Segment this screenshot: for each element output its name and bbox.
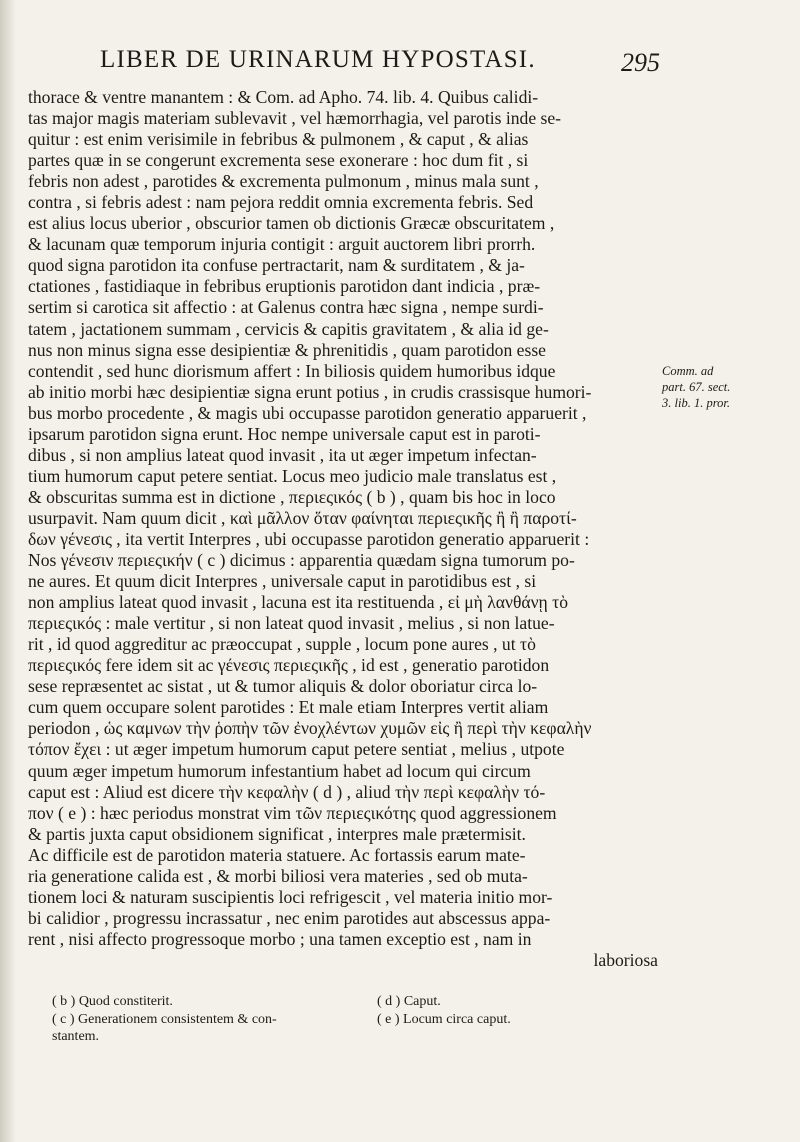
text-line: & partis juxta caput obsidionem significat , interpres male prætermisit. <box>28 823 526 844</box>
text-line: nus non minus signa esse desipientiæ & phrenitidis , quam parotidon esse <box>28 339 546 360</box>
text-line: dibus , si non amplius lateat quod invasit , ita ut æger impetum infectan- <box>28 444 537 465</box>
text-line: δων γένεσις , ita vertit Interpres , ubi occupasse parotidon generatio apparuerit : <box>28 528 590 549</box>
text-line: febris non adest , parotides & excrementa pulmonum , minus mala sunt , <box>28 171 539 192</box>
running-title: LIBER DE URINARUM HYPOSTASI. <box>100 46 536 73</box>
text-line: ria generatione calida est , & morbi biliosi vera materies , sed ob muta- <box>28 865 528 886</box>
text-line: sese repræsentet ac sistat , ut & tumor aliquis & dolor oboriatur circa lo- <box>28 676 538 697</box>
margin-note-line: 3. lib. 1. pror. <box>662 396 730 410</box>
margin-note <box>662 363 792 411</box>
text-line: cum quem occupare solent parotides : Et male etiam Interpres vertit aliam <box>28 697 549 718</box>
footnote-c-continued: stantem. <box>52 1029 100 1044</box>
text-line: ne aures. Et quum dicit Interpres , universale caput in parotidibus est , si <box>28 571 537 592</box>
text-line: ab initio morbi hæc desipientiæ signa erunt potius , in crudis crassisque humori- <box>28 381 592 402</box>
margin-note-line: part. 67. sect. <box>662 380 731 394</box>
text-line: quum æger impetum humorum infestantium habet ad locum qui circum <box>28 760 531 781</box>
text-line: & obscuritas summa est in dictione , περιεςικός ( b ) , quam bis hoc in loco <box>28 486 556 507</box>
text-line: πον ( e ) : hæc periodus monstrat vim τῶν περιεςικότης quod aggressionem <box>28 802 557 823</box>
text-line: Ac difficile est de parotidon materia statuere. Ac fortassis earum mate- <box>28 844 526 865</box>
text-line: ipsarum parotidon signa erunt. Hoc nempe universale caput est in paroti- <box>28 423 541 444</box>
page-number: 295 <box>621 48 660 77</box>
text-line: non amplius lateat quod invasit , lacuna est ita restituenda , εἰ μὴ λανθάνῃ τὸ <box>28 592 569 613</box>
text-line: bus morbo procedente , & magis ubi occupasse parotidon generatio apparuerit , <box>28 402 587 423</box>
text-line: & lacunam quæ temporum injuria contigit : arguit auctorem libri prorrh. <box>28 234 536 255</box>
footnotes-left-column <box>52 993 352 1046</box>
text-line: quod signa parotidon ita confuse pertractarit, nam & surditatem , & ja- <box>28 255 525 276</box>
text-line: tatem , jactationem summam , cervicis & capitis gravitatem , & alia id ge- <box>28 318 549 339</box>
margin-note-line: Comm. ad <box>662 364 714 378</box>
text-line: τόπον ἔχει : ut æger impetum humorum caput petere sentiat , melius , utpote <box>28 739 565 760</box>
text-line: laboriosa <box>593 949 658 970</box>
text-line: quitur : est enim verisimile in febribus & pulmonem , & caput , & alias <box>28 129 529 150</box>
main-text <box>28 87 658 971</box>
text-line: περιεςικός : male vertitur , si non lateat quod invasit , melius , si non latue- <box>28 613 555 634</box>
footnote-e: ( e ) Locum circa caput. <box>377 1011 511 1027</box>
text-line: tionem loci & naturam suscipientis loci refrigescit , vel materia initio mor- <box>28 886 553 907</box>
footnotes-right-column <box>377 993 617 1028</box>
text-line: ctationes , fastidiaque in febribus eruptionis parotidon dant indicia , præ- <box>28 276 541 297</box>
text-line: usurpavit. Nam quum dicit , καὶ μᾶλλον ὅταν φαίνηται περιεςικῆς ἢ ἢ παροτί- <box>28 507 577 528</box>
text-line: rent , nisi affecto progressoque morbo ; una tamen exceptio est , nam in <box>28 928 532 949</box>
footnote-c: ( c ) Generationem consistentem & con- <box>52 1011 277 1027</box>
page-header <box>100 46 660 86</box>
text-line: tium humorum caput petere sentiat. Locus meo judicio male translatus est , <box>28 465 557 486</box>
text-line: Nos γένεσιν περιεςικήν ( c ) dicimus : apparentia quædam signa tumorum po- <box>28 550 575 571</box>
page-gutter-shadow <box>0 0 16 1142</box>
text-line: περιεςικός fere idem sit ac γένεσις περιεςικῆς , id est , generatio parotidon <box>28 655 550 676</box>
text-line: est alius locus uberior , obscurior tamen ob dictionis Græcæ obscuritatem , <box>28 213 555 234</box>
text-line: thorace & ventre manantem : & Com. ad Apho. 74. lib. 4. Quibus calidi- <box>28 87 539 107</box>
footnote-d: ( d ) Caput. <box>377 994 441 1009</box>
footnote-b: ( b ) Quod constiterit. <box>52 994 173 1009</box>
text-line: partes quæ in se congerunt excrementa sese exonerare : hoc dum fit , si <box>28 150 529 171</box>
text-line: bi calidior , progressu incrassatur , nec enim parotides aut abscessus appa- <box>28 907 551 928</box>
text-line: periodon , ὡς καμνων τὴν ῥοπὴν τῶν ἐνοχλέντων χυμῶν εἰς ἢ περὶ τὴν κεφαλὴν <box>28 718 592 739</box>
text-line: rit , id quod aggreditur ac præoccupat , supple , locum pone aures , ut τὸ <box>28 634 536 655</box>
text-line: sertim si carotica sit affectio : at Galenus contra hæc signa , nempe surdi- <box>28 297 544 318</box>
text-line: contendit , sed hunc diorismum affert : In biliosis quidem humoribus idque <box>28 360 556 381</box>
text-line: caput est : Aliud est dicere τὴν κεφαλὴν ( d ) , aliud τὴν περὶ κεφαλὴν τό- <box>28 781 546 802</box>
text-line: contra , si febris adest : nam pejora reddit omnia excrementa febris. Sed <box>28 192 534 213</box>
text-line: tas major magis materiam sublevavit , vel hæmorrhagia, vel parotis inde se- <box>28 108 562 129</box>
